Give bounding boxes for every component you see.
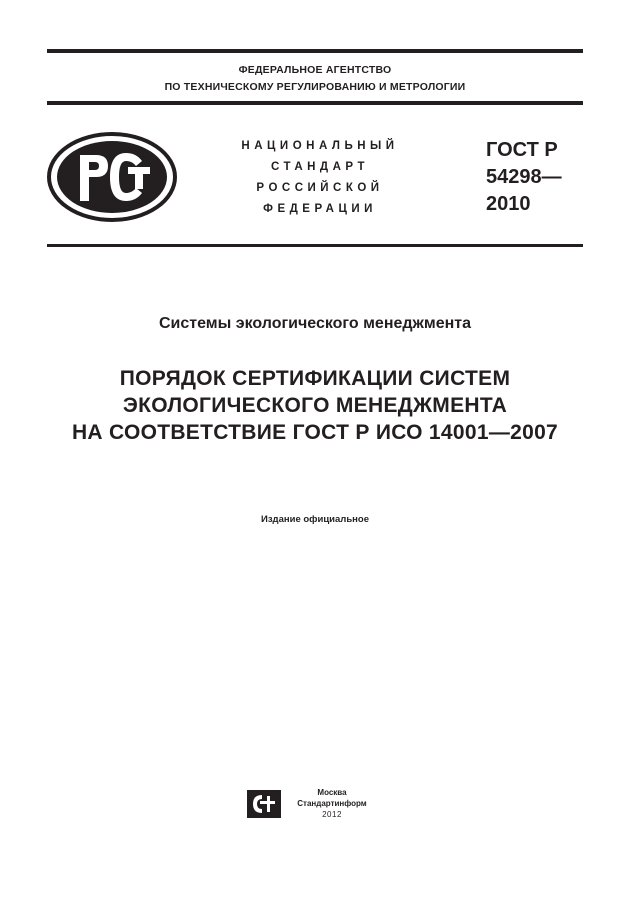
top-rule: [47, 49, 583, 53]
national-line-2: СТАНДАРТ: [271, 161, 369, 173]
national-standard-label: [220, 136, 420, 220]
designation-line-2: 54298—: [486, 166, 562, 188]
document-title: [0, 365, 630, 446]
publisher-info: [282, 787, 382, 820]
standard-designation: [486, 137, 562, 218]
national-line-4: ФЕДЕРАЦИИ: [263, 203, 377, 215]
agency-line-2: ПО ТЕХНИЧЕСКОМУ РЕГУЛИРОВАНИЮ И МЕТРОЛОГИИ: [164, 81, 466, 93]
designation-line-1: ГОСТ Р: [486, 139, 558, 161]
national-line-3: РОССИЙСКОЙ: [256, 182, 384, 194]
publisher-name: Стандартинформ: [297, 799, 367, 808]
national-line-1: НАЦИОНАЛЬНЫЙ: [241, 140, 399, 152]
title-line-2: ЭКОЛОГИЧЕСКОГО МЕНЕДЖМЕНТА: [122, 394, 508, 417]
agency-line-1: ФЕДЕРАЛЬНОЕ АГЕНТСТВО: [238, 64, 392, 76]
edition-label: Издание официальное: [261, 514, 369, 525]
standard-rule: [47, 244, 583, 247]
header-rule: [47, 101, 583, 105]
standartinform-logo-icon: [247, 790, 281, 823]
title-line-3: НА СООТВЕТСТВИЕ ГОСТ Р ИСО 14001—2007: [71, 421, 559, 444]
publisher-year: 2012: [322, 810, 342, 819]
publisher-city: Москва: [317, 788, 347, 797]
title-line-1: ПОРЯДОК СЕРТИФИКАЦИИ СИСТЕМ: [119, 367, 511, 390]
rst-certification-logo-icon: [46, 131, 178, 228]
designation-line-3: 2010: [486, 193, 531, 215]
document-subtitle: Системы экологического менеджмента: [158, 315, 472, 332]
